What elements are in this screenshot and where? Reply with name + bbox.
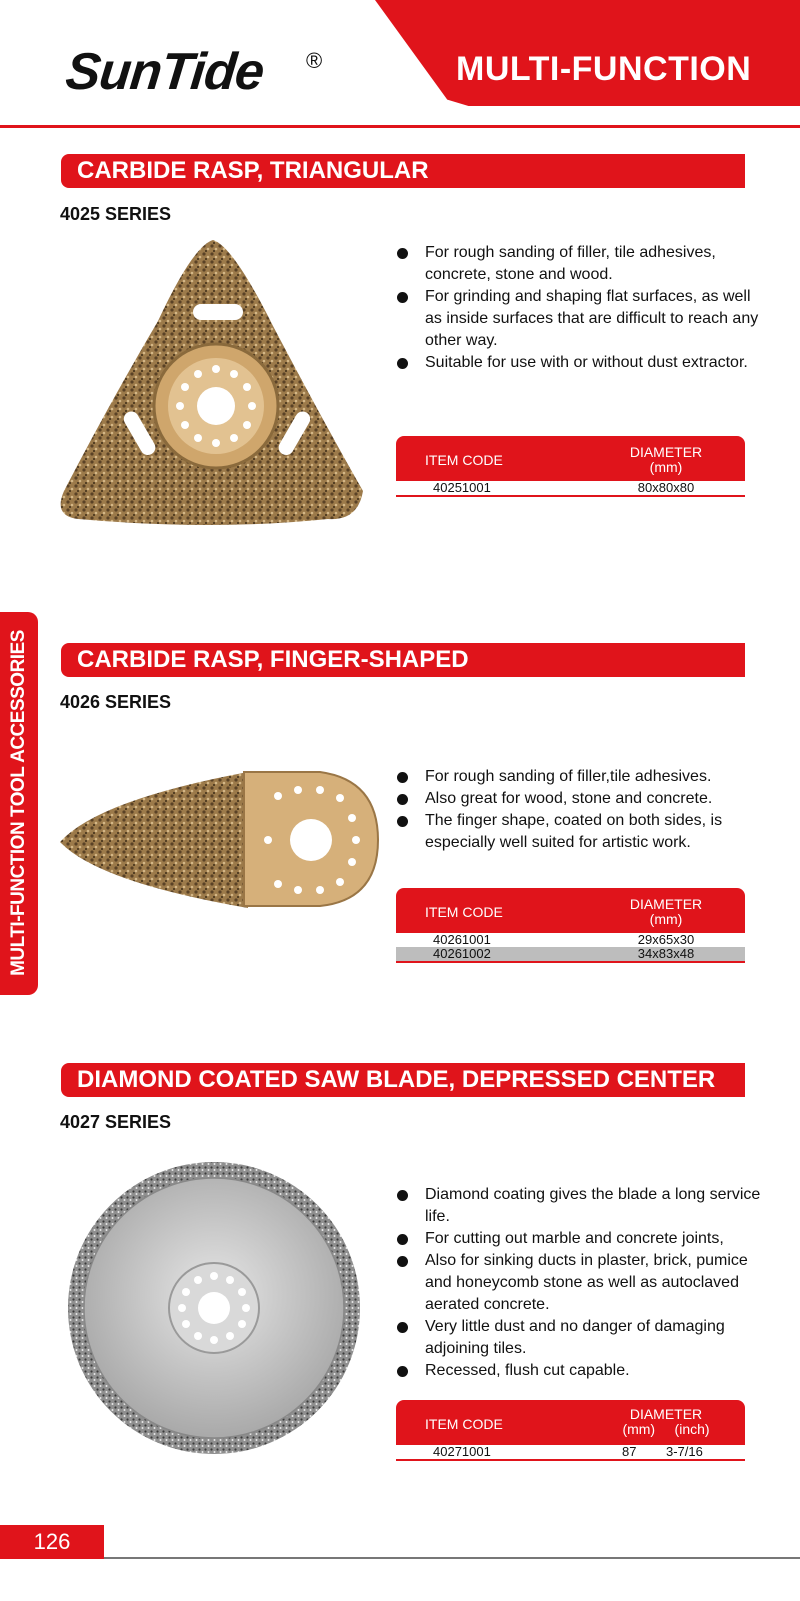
triangular-rasp-image [58, 236, 378, 536]
feature-item: For grinding and shaping flat surfaces, as well as inside surfaces that are difficult to reach any other way. [395, 286, 765, 352]
col-diameter-unit: (mm) [649, 459, 683, 475]
item-code-cell: 40261001 [433, 932, 491, 947]
col-diameter-unit-mm: (mm) [622, 1421, 656, 1437]
table-row [396, 933, 745, 947]
table-header [396, 1400, 745, 1445]
table-bottom-rule [396, 495, 745, 497]
table-row [396, 947, 745, 961]
feature-item: For rough sanding of filler, tile adhesives, concrete, stone and wood. [395, 242, 765, 286]
section-title-4027: DIAMOND COATED SAW BLADE, DEPRESSED CENTER [61, 1063, 745, 1097]
table-header [396, 888, 745, 933]
features-list-4027 [395, 1184, 765, 1382]
item-code-cell: 40271001 [433, 1444, 491, 1459]
spec-table-4026 [396, 888, 745, 963]
header-divider [0, 125, 800, 128]
features-list-4026 [395, 766, 765, 854]
footer-divider [104, 1557, 800, 1559]
spec-table-4027 [396, 1400, 745, 1461]
series-label-4027: 4027 SERIES [60, 1112, 172, 1132]
diameter-mm-cell: 87 [622, 1444, 637, 1459]
brand-logo: SunTide [62, 43, 267, 101]
diameter-cell: 29x65x30 [637, 932, 695, 947]
feature-item: The finger shape, coated on both sides, is especially well suited for artistic work. [395, 810, 765, 854]
col-diameter [596, 897, 736, 927]
col-diameter [596, 445, 736, 475]
series-label-4026: 4026 SERIES [60, 692, 172, 712]
side-tab-label: MULTI-FUNCTION TOOL ACCESSORIES [8, 630, 29, 976]
col-item-code: ITEM CODE [425, 452, 503, 468]
item-code-cell: 40251001 [433, 480, 491, 495]
feature-item: For cutting out marble and concrete joints, [395, 1228, 765, 1250]
diameter-inch-cell: 3-7/16 [666, 1444, 703, 1459]
diamond-saw-blade-image [66, 1160, 362, 1456]
finger-rasp-image [58, 770, 380, 910]
page-number: 126 [0, 1525, 104, 1559]
spec-table-4025 [396, 436, 745, 497]
feature-item: Very little dust and no danger of damaging adjoining tiles. [395, 1316, 765, 1360]
table-bottom-rule [396, 1459, 745, 1461]
feature-item: Also great for wood, stone and concrete. [395, 788, 765, 810]
feature-item: Suitable for use with or without dust extractor. [395, 352, 765, 374]
diameter-cell: 80x80x80 [637, 480, 695, 495]
col-diameter-unit: (mm) [649, 911, 683, 927]
col-diameter [596, 1407, 736, 1437]
category-title: MULTI-FUNCTION [456, 50, 752, 88]
feature-item: For rough sanding of filler,tile adhesives. [395, 766, 765, 788]
registered-mark: ® [306, 48, 323, 73]
item-code-cell: 40261002 [433, 946, 491, 961]
feature-item: Recessed, flush cut capable. [395, 1360, 765, 1382]
feature-item: Also for sinking ducts in plaster, brick, pumice and honeycomb stone as well as autoclaved aerated concrete. [395, 1250, 765, 1316]
col-item-code: ITEM CODE [425, 904, 503, 920]
table-bottom-rule [396, 961, 745, 963]
feature-item: Diamond coating gives the blade a long service life. [395, 1184, 765, 1228]
col-diameter-label: DIAMETER [629, 1406, 703, 1422]
table-header [396, 436, 745, 481]
section-title-4026: CARBIDE RASP, FINGER-SHAPED [61, 643, 745, 677]
series-label-4025: 4025 SERIES [60, 204, 172, 224]
features-list-4025 [395, 242, 765, 374]
table-row [396, 481, 745, 495]
table-row [396, 1445, 745, 1459]
diameter-cell: 34x83x48 [637, 946, 695, 961]
section-title-4025: CARBIDE RASP, TRIANGULAR [61, 154, 745, 188]
col-diameter-label: DIAMETER [629, 444, 703, 460]
col-item-code: ITEM CODE [425, 1416, 503, 1432]
col-diameter-label: DIAMETER [629, 896, 703, 912]
col-diameter-unit-inch: (inch) [674, 1421, 710, 1437]
